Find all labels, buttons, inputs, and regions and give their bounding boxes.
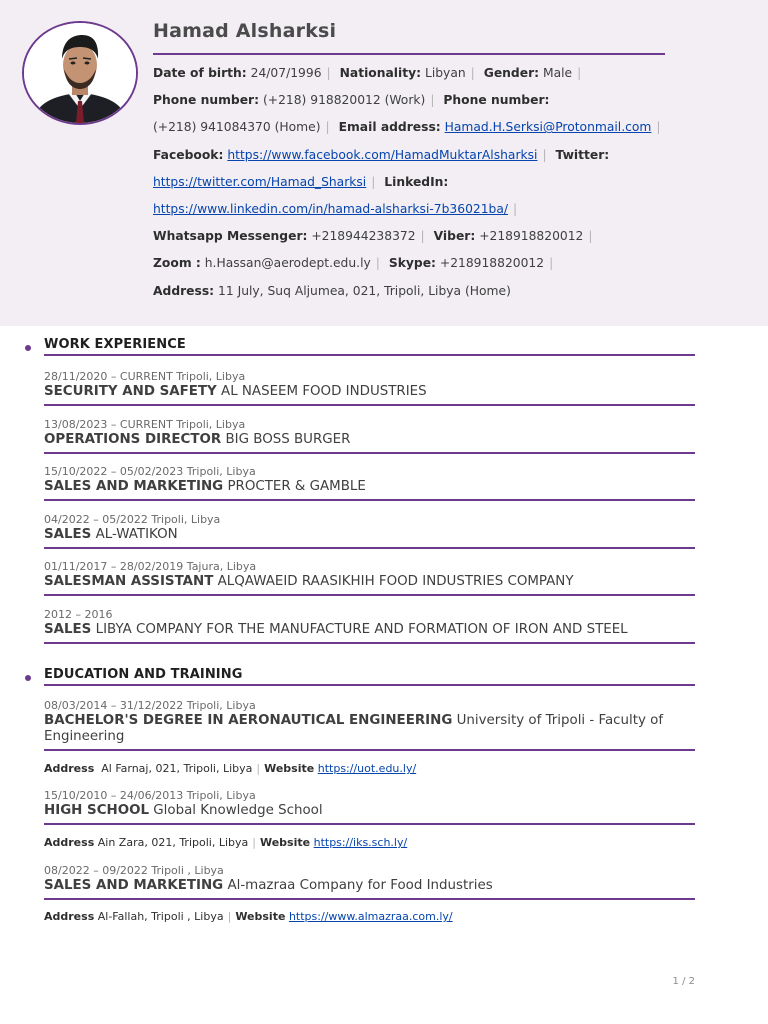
phone-home-label: Phone number: (443, 93, 550, 108)
education-entry (44, 789, 695, 825)
viber-label: Viber: (433, 229, 476, 244)
section-divider (44, 354, 695, 356)
education-entry-meta: 08/03/2014 – 31/12/2022 Tripoli, Libya (44, 699, 256, 712)
linkedin-label: LinkedIn: (384, 174, 449, 189)
facebook-label: Facebook: (153, 147, 224, 162)
work-entry (44, 418, 695, 454)
address-label: Address: (153, 283, 215, 298)
work-entry-org: ALQAWAEID RAASIKHIH FOOD INDUSTRIES COMPANY (217, 574, 574, 589)
viber-value: +218918820012 (479, 229, 584, 244)
entry-divider (44, 898, 695, 900)
section-bullet-icon (25, 345, 31, 351)
address-value: 11 July, Suq Aljumea, 021, Tripoli, Libya (Home) (218, 283, 511, 298)
nationality-label: Nationality: (339, 66, 422, 80)
work-entry-meta: 15/10/2022 – 05/02/2023 Tripoli, Libya (44, 465, 256, 478)
work-entry-role: SALESMAN ASSISTANT (44, 574, 214, 589)
education-entry-degree: BACHELOR'S DEGREE IN AERONAUTICAL ENGINEERING (44, 713, 453, 728)
skype-value: +218918820012 (439, 256, 545, 271)
website-detail-label: Website (264, 762, 315, 775)
education-entry-details: Address Ain Zara, 021, Tripoli, Libya | Website https://iks.sch.ly/ (44, 836, 408, 849)
dob-value: 24/07/1996 (250, 66, 322, 80)
website-detail-label: Website (235, 910, 286, 923)
section-bullet-icon (25, 675, 31, 681)
whatsapp-label: Whatsapp Messenger: (153, 229, 308, 244)
address-detail-label: Address (44, 910, 95, 923)
name-divider (153, 53, 665, 55)
education-address: Ain Zara, 021, Tripoli, Libya (97, 836, 249, 849)
page-number: 1 / 2 (672, 976, 695, 987)
entry-divider (44, 749, 695, 751)
entry-divider (44, 642, 695, 644)
profile-photo (22, 21, 138, 125)
address-detail-label: Address (44, 836, 95, 849)
website-detail-label: Website (259, 836, 311, 849)
entry-divider (44, 499, 695, 501)
entry-divider (44, 404, 695, 406)
work-entry-role: SALES (44, 622, 92, 637)
nationality-value: Libyan (424, 66, 466, 80)
education-entry-details: Address Al Farnaj, 021, Tripoli, Libya | Website https://uot.edu.ly/ (44, 762, 417, 775)
education-entry-degree: SALES AND MARKETING (44, 878, 224, 893)
work-entry-role: SALES AND MARKETING (44, 479, 224, 494)
email-link[interactable]: Hamad.H.Serksi@Protonmail.com (444, 120, 652, 135)
whatsapp-value: +218944238372 (311, 229, 416, 244)
work-entry (44, 560, 695, 596)
zoom-label: Zoom : (153, 256, 201, 271)
twitter-link[interactable]: https://twitter.com/Hamad_Sharksi (153, 174, 367, 189)
work-entry-role: SALES (44, 527, 92, 542)
email-label: Email address: (338, 120, 441, 135)
education-entry-school: Global Knowledge School (153, 803, 323, 818)
education-website-link[interactable]: https://iks.sch.ly/ (313, 836, 408, 849)
profile-header (0, 0, 768, 326)
education-entry (44, 864, 695, 900)
work-entry-role: OPERATIONS DIRECTOR (44, 432, 222, 447)
entry-divider (44, 547, 695, 549)
entry-divider (44, 452, 695, 454)
address-detail-label: Address (44, 762, 95, 775)
gender-label: Gender: (483, 66, 540, 80)
phone-home-value: (+218) 941084370 (Home) (153, 120, 321, 135)
work-entry-meta: 2012 – 2016 (44, 608, 113, 621)
work-experience-heading: WORK EXPERIENCE (44, 337, 186, 352)
work-entry-meta: 04/2022 – 05/2022 Tripoli, Libya (44, 513, 221, 526)
work-entry (44, 370, 695, 406)
work-entry-org: AL-WATIKON (95, 527, 178, 542)
section-divider (44, 684, 695, 686)
work-entry-org: LIBYA COMPANY FOR THE MANUFACTURE AND FORMATION OF IRON AND STEEL (95, 622, 628, 637)
person-name: Hamad Alsharksi (153, 20, 337, 42)
entry-divider (44, 594, 695, 596)
education-entry-degree: HIGH SCHOOL (44, 803, 150, 818)
facebook-link[interactable]: https://www.facebook.com/HamadMuktarAlsharksi (227, 147, 538, 162)
work-entry-org: BIG BOSS BURGER (225, 432, 351, 447)
work-entry-org: PROCTER & GAMBLE (227, 479, 366, 494)
phone-work-label: Phone number: (153, 93, 260, 108)
education-heading: EDUCATION AND TRAINING (44, 667, 243, 682)
work-entry-meta: 01/11/2017 – 28/02/2019 Tajura, Libya (44, 560, 257, 573)
education-website-link[interactable]: https://www.almazraa.com.ly/ (288, 910, 453, 923)
work-experience-section (44, 337, 695, 356)
gender-value: Male (542, 66, 573, 80)
work-entry (44, 608, 695, 644)
education-entry-details: Address Al-Fallah, Tripoli , Libya | Website https://www.almazraa.com.ly/ (44, 910, 453, 923)
linkedin-link[interactable]: https://www.linkedin.com/in/hamad-alsharksi-7b36021ba/ (153, 201, 509, 216)
zoom-value: h.Hassan@aerodept.edu.ly (204, 256, 371, 271)
phone-work-value: (+218) 918820012 (Work) (262, 93, 426, 108)
twitter-label: Twitter: (555, 147, 610, 162)
skype-label: Skype: (388, 256, 436, 271)
education-entry-school: Al-mazraa Company for Food Industries (227, 878, 493, 893)
work-entry-org: AL NASEEM FOOD INDUSTRIES (221, 384, 427, 399)
work-entry-meta: 28/11/2020 – CURRENT Tripoli, Libya (44, 370, 246, 383)
education-website-link[interactable]: https://uot.edu.ly/ (317, 762, 417, 775)
education-entry-meta: 15/10/2010 – 24/06/2013 Tripoli, Libya (44, 789, 256, 802)
education-section (44, 667, 695, 686)
work-entry (44, 513, 695, 549)
education-address: Al-Fallah, Tripoli , Libya (97, 910, 224, 923)
education-entry (44, 699, 695, 751)
personal-info: Date of birth: 24/07/1996 | Nationality: Libyan | Gender: Male | Phone number: (+218) 918820012 (Work) | Phone number: (+218) 941084370 (Home) | Email address: Hamad.H.Serksi@Protonmail.com | Facebook: https://www.facebook.com/HamadMuktarAlsharksi | Twitter: https://twitter.com/Hamad_Sharksi | LinkedIn: https://www.linkedin.com/in/hamad-alsharksi-7b36021ba/ | Whatsapp Messenger: +218944238372 | Viber: +218918820012 | Zoom : h.Hassan@aerodept.edu.ly | Skype: +218918820012 | Address: 11 July, Suq Aljumea, 021, Tripoli, Libya (Home) (153, 66, 661, 298)
work-entry-meta: 13/08/2023 – CURRENT Tripoli, Libya (44, 418, 246, 431)
education-address: Al Farnaj, 021, Tripoli, Libya (101, 762, 253, 775)
entry-divider (44, 823, 695, 825)
education-entry-meta: 08/2022 – 09/2022 Tripoli , Libya (44, 864, 224, 877)
work-entry (44, 465, 695, 501)
dob-label: Date of birth: (153, 66, 247, 80)
education-entry-school: University of Tripoli - Faculty of Engineering (44, 713, 664, 744)
work-entry-role: SECURITY AND SAFETY (44, 384, 217, 399)
